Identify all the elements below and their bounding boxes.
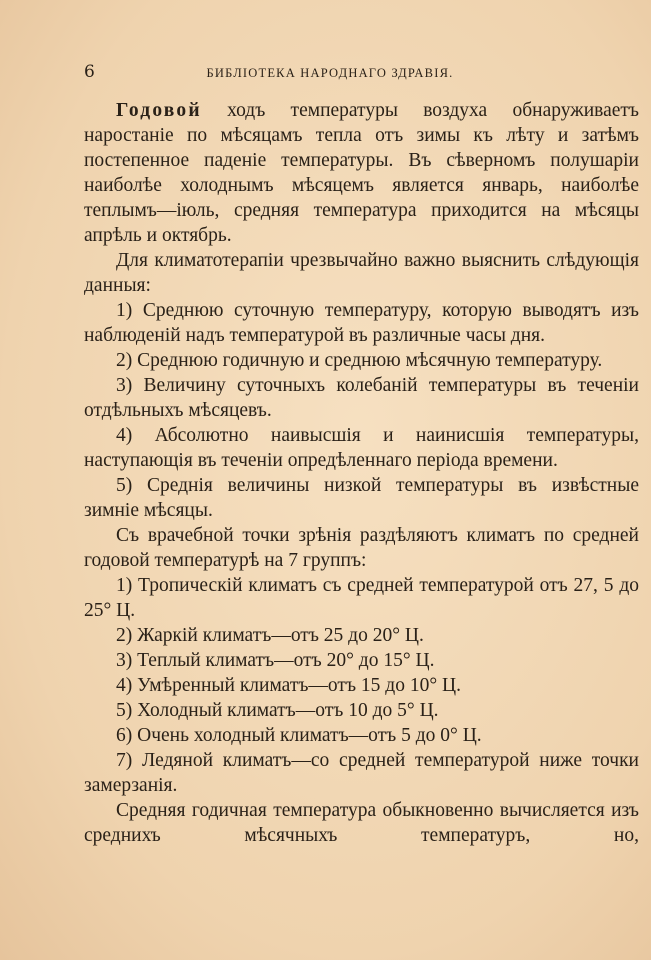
paragraph: Средняя годичная температура обыкновенно вычисляется изъ среднихъ мѣсячныхъ температуръ, но, bbox=[84, 800, 639, 846]
list-item: 7) Ледяной климатъ—со средней температурой ниже точки замерзанія. bbox=[84, 750, 639, 796]
page-header bbox=[84, 62, 536, 86]
list-item: 2) Среднюю годичную и среднюю мѣсячную температуру. bbox=[116, 350, 603, 371]
paragraph-text: ходъ температуры воздуха обнаруживаетъ наростаніе по мѣсяцамъ тепла отъ зимы къ лѣту и затѣмъ постепенное паденіе температуры. Въ сѣверномъ полушаріи наиболѣе холоднымъ мѣсяцемъ является январь, наиболѣе теплымъ—іюль, средняя температура приходится на мѣсяцы апрѣль и октябрь. bbox=[84, 100, 639, 246]
page-body bbox=[84, 98, 639, 848]
page-number: 6 bbox=[84, 62, 95, 82]
list-item: 3) Величину суточныхъ колебаній температуры въ теченіи отдѣльныхъ мѣсяцевъ. bbox=[84, 375, 639, 421]
list-item: 4) Абсолютно наивысшія и наинисшія температуры, наступающія въ теченіи опредѣленнаго періода времени. bbox=[84, 425, 639, 471]
spaced-lead-word: Годовой bbox=[116, 100, 202, 121]
paragraph: Съ врачебной точки зрѣнія раздѣляютъ климатъ по средней годовой температурѣ на 7 группъ: bbox=[84, 525, 639, 571]
list-item: 5) Среднія величины низкой температуры въ извѣстные зимніе мѣсяцы. bbox=[84, 475, 639, 521]
list-item: 4) Умѣренный климатъ—отъ 15 до 10° Ц. bbox=[116, 675, 461, 696]
list-item: 6) Очень холодный климатъ—отъ 5 до 0° Ц. bbox=[116, 725, 482, 746]
running-title: БИБЛІОТЕКА НАРОДНАГО ЗДРАВІЯ. bbox=[206, 66, 454, 80]
list-item: 3) Теплый климатъ—отъ 20° до 15° Ц. bbox=[116, 650, 435, 671]
list-item: 1) Тропическій климатъ съ средней температурой отъ 27, 5 до 25° Ц. bbox=[84, 575, 639, 621]
paragraph: Для климатотерапіи чрезвычайно важно выяснить слѣдующія данныя: bbox=[84, 250, 639, 296]
list-item: 5) Холодный климатъ—отъ 10 до 5° Ц. bbox=[116, 700, 439, 721]
paragraph bbox=[84, 98, 639, 248]
list-item: 1) Среднюю суточную температуру, которую выводятъ изъ наблюденій надъ температурой въ различные часы дня. bbox=[84, 300, 639, 346]
list-item: 2) Жаркій климатъ—отъ 25 до 20° Ц. bbox=[116, 625, 424, 646]
